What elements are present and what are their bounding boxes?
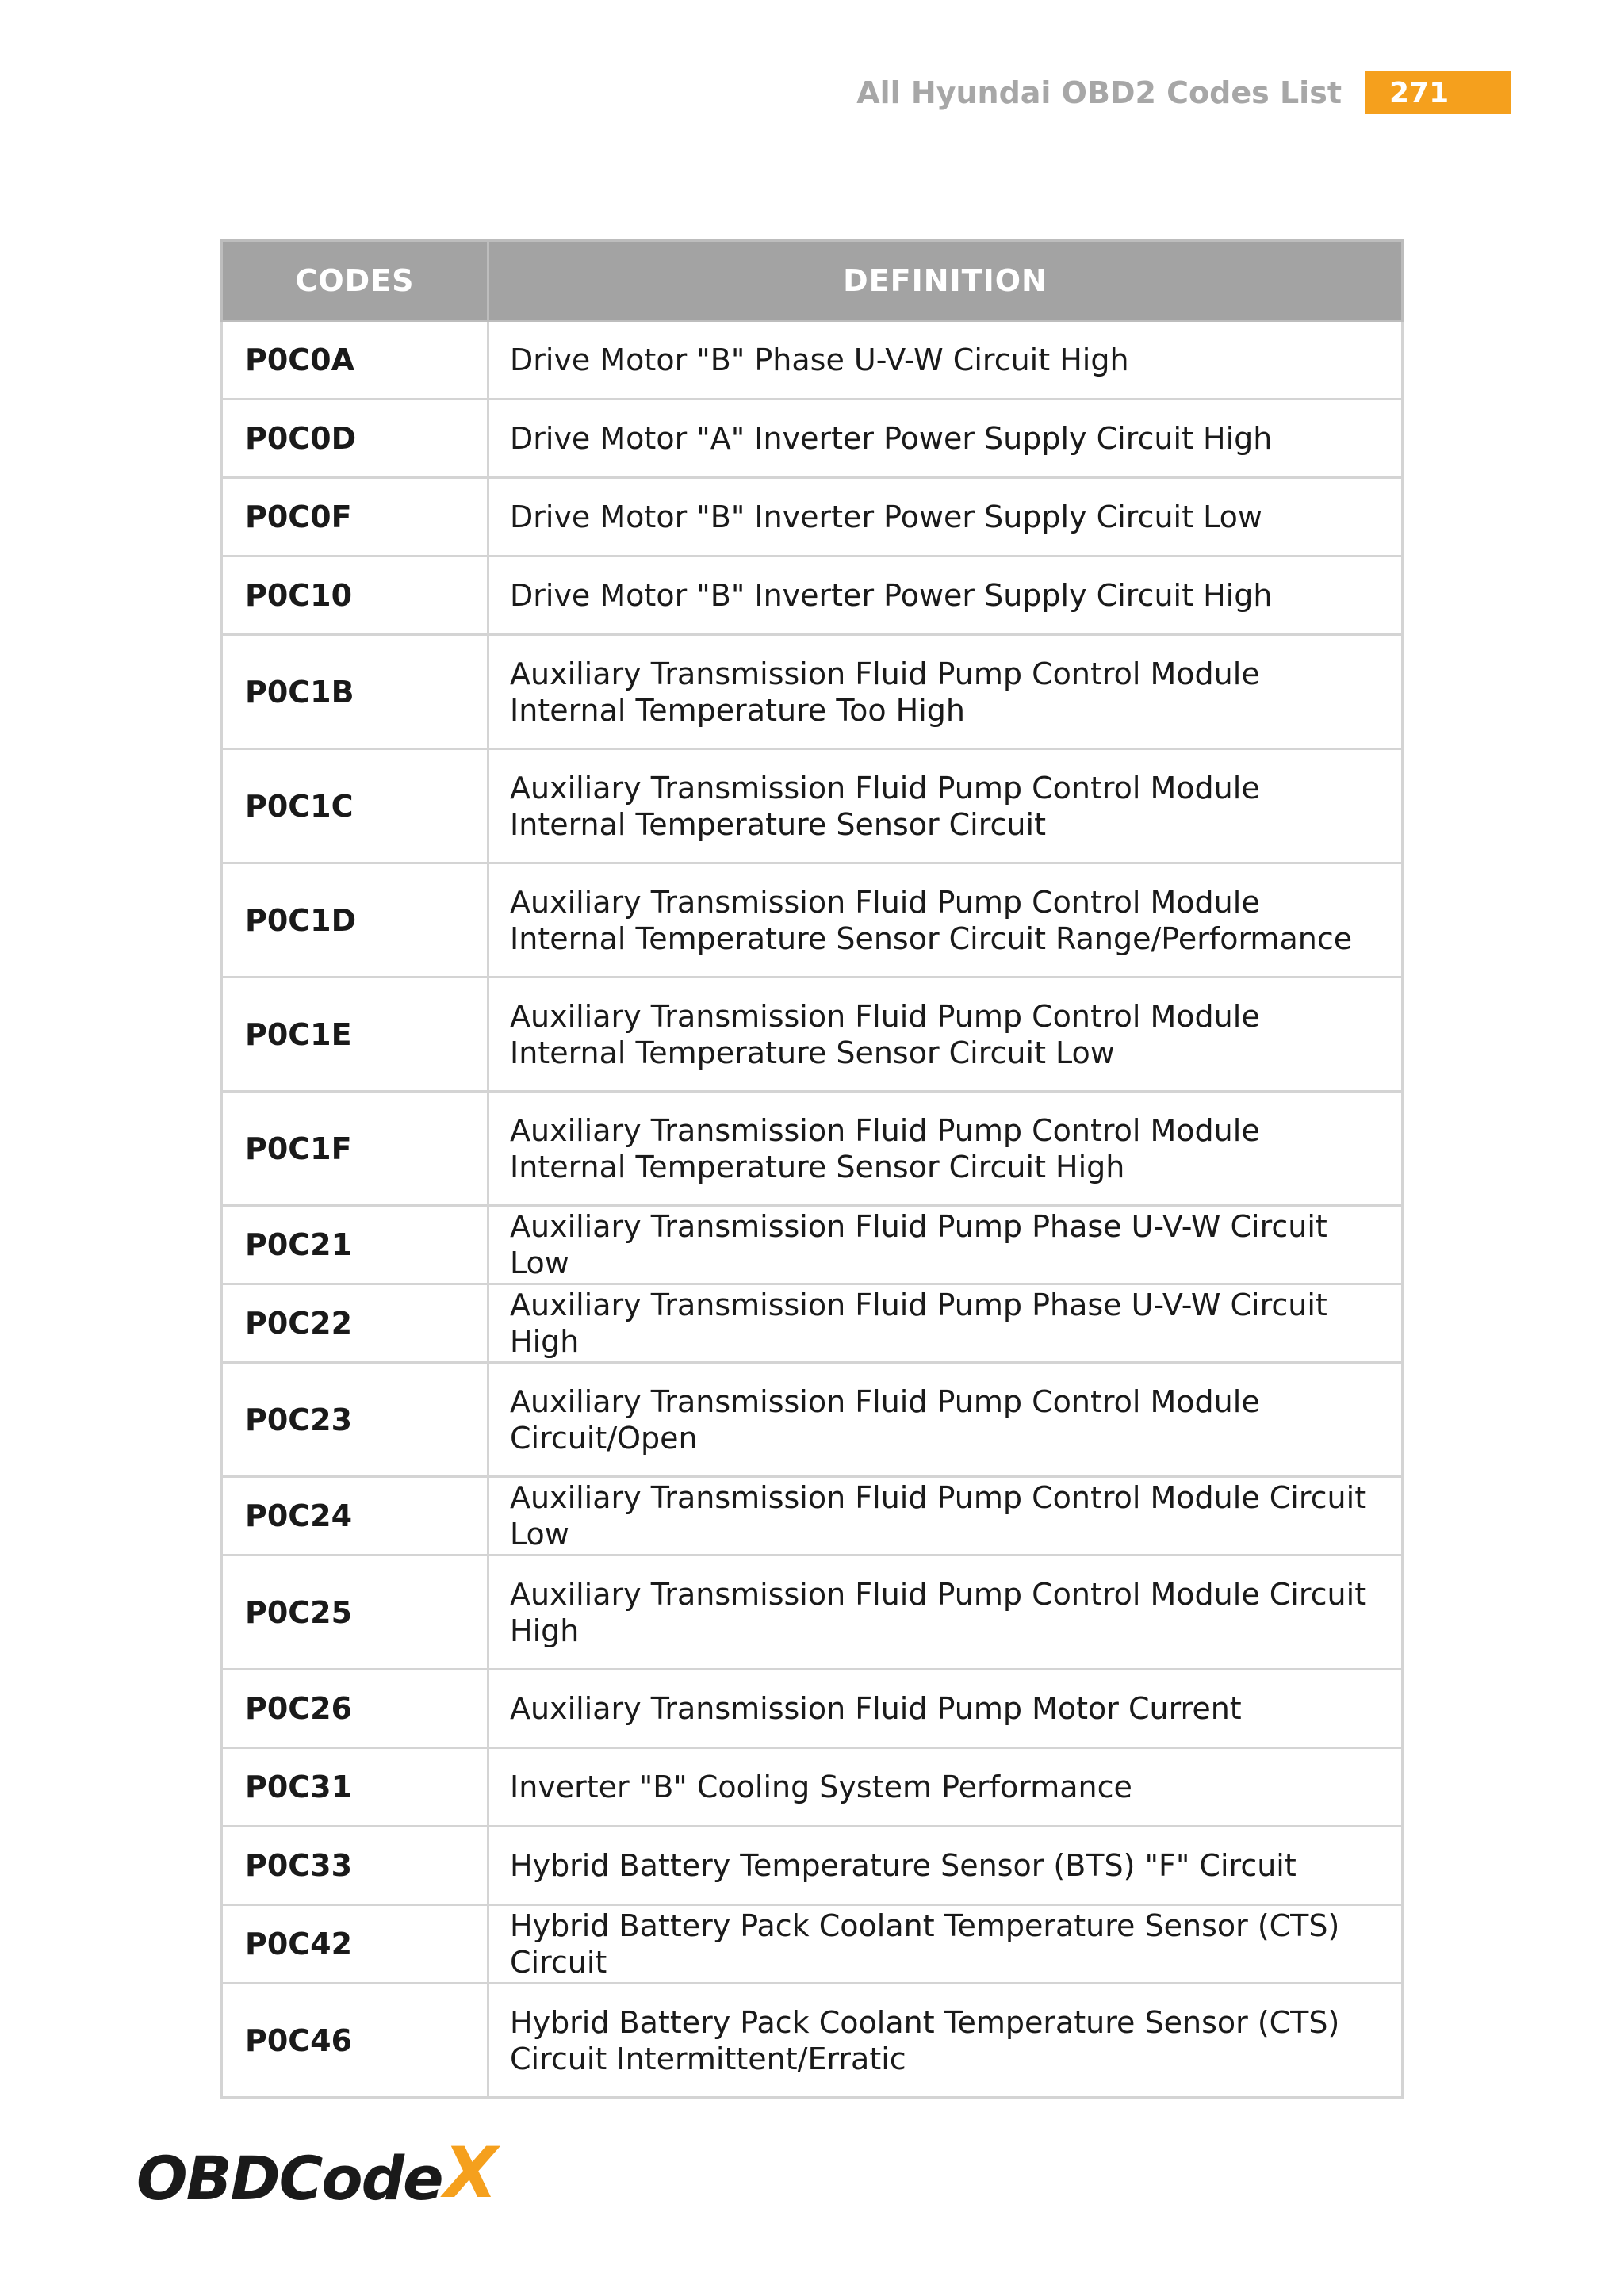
- code-cell: P0C0A: [222, 321, 488, 400]
- table-row: [222, 400, 1403, 478]
- obdcodex-logo: [136, 2132, 496, 2214]
- logo-accent-x: X: [443, 2132, 496, 2214]
- code-cell: P0C21: [222, 1206, 488, 1284]
- page-header: [856, 70, 1511, 116]
- definition-cell: Drive Motor "B" Inverter Power Supply Circuit High: [488, 557, 1403, 635]
- definition-cell: Auxiliary Transmission Fluid Pump Phase U-V-W Circuit High: [488, 1284, 1403, 1363]
- definition-cell: Hybrid Battery Pack Coolant Temperature Sensor (CTS) Circuit: [488, 1905, 1403, 1984]
- definition-cell: Auxiliary Transmission Fluid Pump Control Module Internal Temperature Sensor Circuit Low: [488, 978, 1403, 1092]
- table-row: [222, 863, 1403, 978]
- code-cell: P0C46: [222, 1984, 488, 2098]
- definition-cell: Auxiliary Transmission Fluid Pump Control Module Internal Temperature Sensor Circuit: [488, 749, 1403, 863]
- table-row: [222, 1984, 1403, 2098]
- table-row: [222, 478, 1403, 557]
- code-cell: P0C1F: [222, 1092, 488, 1206]
- code-cell: P0C23: [222, 1363, 488, 1477]
- table-row: [222, 557, 1403, 635]
- code-cell: P0C25: [222, 1556, 488, 1670]
- code-cell: P0C31: [222, 1748, 488, 1827]
- table-row: [222, 1206, 1403, 1284]
- table-row: [222, 1092, 1403, 1206]
- table-row: [222, 1477, 1403, 1556]
- definition-cell: Drive Motor "B" Inverter Power Supply Circuit Low: [488, 478, 1403, 557]
- table-row: [222, 1670, 1403, 1748]
- code-cell: P0C1B: [222, 635, 488, 749]
- table-row: [222, 1556, 1403, 1670]
- table-row: [222, 1284, 1403, 1363]
- code-cell: P0C1E: [222, 978, 488, 1092]
- definition-cell: Auxiliary Transmission Fluid Pump Control Module Internal Temperature Sensor Circuit High: [488, 1092, 1403, 1206]
- code-cell: P0C1C: [222, 749, 488, 863]
- code-cell: P0C10: [222, 557, 488, 635]
- table-row: [222, 1748, 1403, 1827]
- table-row: [222, 978, 1403, 1092]
- codes-table: [220, 239, 1404, 2099]
- table-row: [222, 1905, 1403, 1984]
- definition-cell: Drive Motor "B" Phase U-V-W Circuit High: [488, 321, 1403, 400]
- code-cell: P0C22: [222, 1284, 488, 1363]
- column-header-definition: DEFINITION: [488, 241, 1403, 321]
- table-row: [222, 1363, 1403, 1477]
- definition-cell: Auxiliary Transmission Fluid Pump Control Module Internal Temperature Sensor Circuit Range/Performance: [488, 863, 1403, 978]
- column-header-codes: CODES: [222, 241, 488, 321]
- code-cell: P0C42: [222, 1905, 488, 1984]
- table-row: [222, 749, 1403, 863]
- code-cell: P0C0F: [222, 478, 488, 557]
- code-cell: P0C0D: [222, 400, 488, 478]
- definition-cell: Auxiliary Transmission Fluid Pump Control Module Circuit Low: [488, 1477, 1403, 1556]
- table-row: [222, 1827, 1403, 1905]
- table-row: [222, 635, 1403, 749]
- table-row: [222, 321, 1403, 400]
- table-body: [222, 321, 1403, 2098]
- definition-cell: Auxiliary Transmission Fluid Pump Control Module Circuit/Open: [488, 1363, 1403, 1477]
- code-cell: P0C1D: [222, 863, 488, 978]
- document-title: All Hyundai OBD2 Codes List: [856, 75, 1342, 110]
- code-cell: P0C24: [222, 1477, 488, 1556]
- code-cell: P0C26: [222, 1670, 488, 1748]
- definition-cell: Auxiliary Transmission Fluid Pump Control Module Circuit High: [488, 1556, 1403, 1670]
- definition-cell: Hybrid Battery Temperature Sensor (BTS) "F" Circuit: [488, 1827, 1403, 1905]
- definition-cell: Inverter "B" Cooling System Performance: [488, 1748, 1403, 1827]
- definition-cell: Auxiliary Transmission Fluid Pump Motor Current: [488, 1670, 1403, 1748]
- table-header: [222, 241, 1403, 321]
- definition-cell: Drive Motor "A" Inverter Power Supply Circuit High: [488, 400, 1403, 478]
- definition-cell: Auxiliary Transmission Fluid Pump Phase U-V-W Circuit Low: [488, 1206, 1403, 1284]
- page-number-badge: 271: [1365, 71, 1511, 114]
- code-cell: P0C33: [222, 1827, 488, 1905]
- definition-cell: Hybrid Battery Pack Coolant Temperature Sensor (CTS) Circuit Intermittent/Erratic: [488, 1984, 1403, 2098]
- logo-wordmark: OBDCode: [136, 2143, 442, 2214]
- definition-cell: Auxiliary Transmission Fluid Pump Control Module Internal Temperature Too High: [488, 635, 1403, 749]
